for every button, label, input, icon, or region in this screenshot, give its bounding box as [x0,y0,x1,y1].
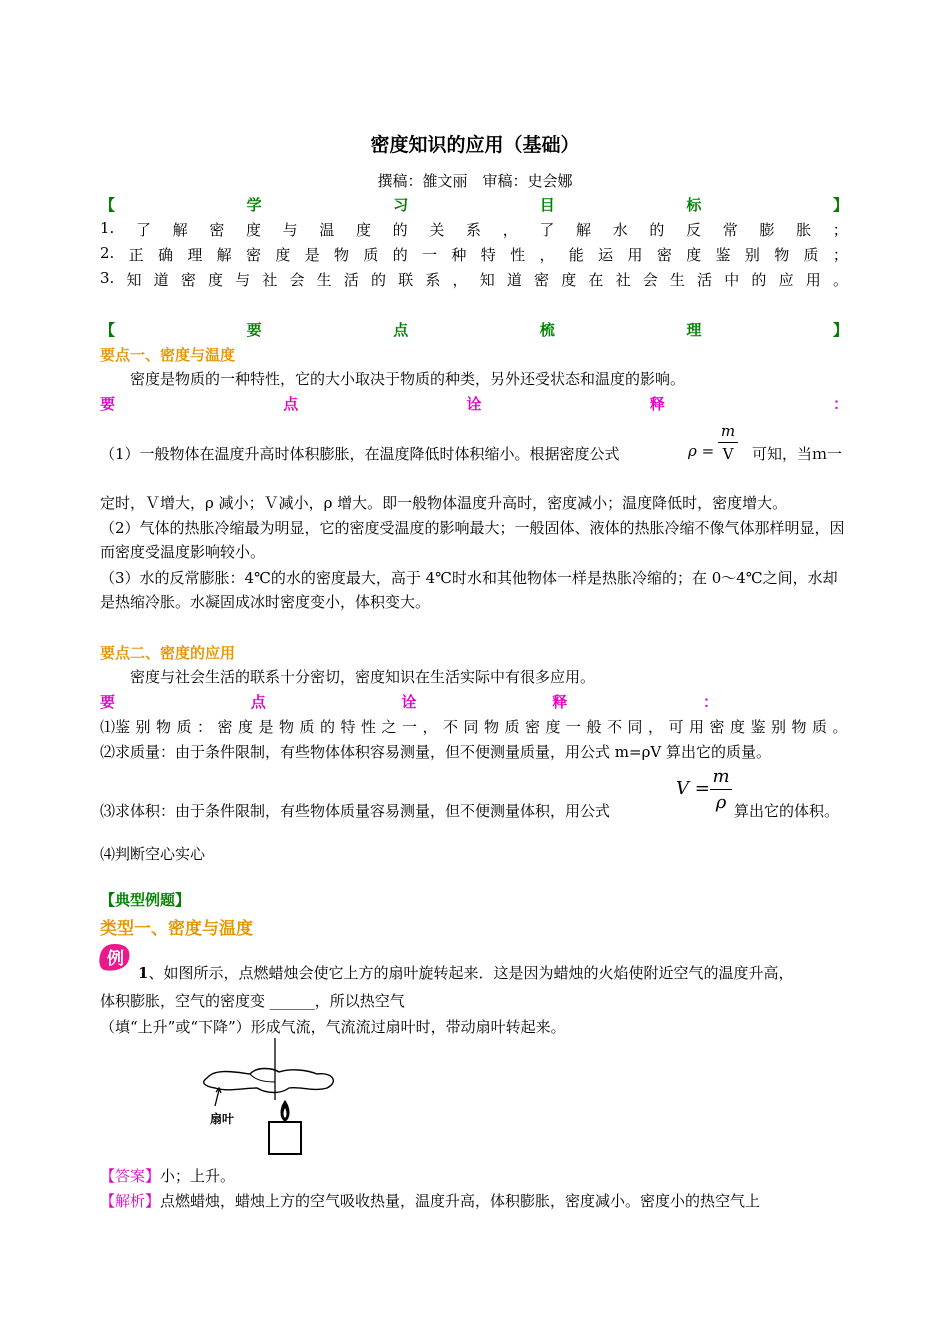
goal-char: 生 [316,271,332,289]
section2-item1-char: 物 [791,718,807,736]
goal-char: 解 [216,246,232,264]
analysis-line [100,1190,760,1211]
goal-char: 活 [697,271,713,289]
formula-den: ρ [715,792,727,813]
section2-explain-char: ： [702,693,718,711]
goal-char: 社 [262,271,278,289]
points-header-char: 【 [100,321,116,339]
section2-heading: 要点二、密度的应用 [100,644,236,662]
goal-char: 的 [392,246,408,264]
goal-char: 社 [615,271,631,289]
section1-p1-b: 可知，当ｍ一 [752,445,843,463]
formula-den: V [722,445,734,463]
section2-item1-char: 物 [156,718,172,736]
section2-item1-char: 一 [566,718,582,736]
goal-char: 度 [356,221,372,239]
section1-heading: 要点一、密度与温度 [100,346,236,364]
goal-char: 的 [751,271,767,289]
goal-char: 质 [363,246,379,264]
section2-item1-char: 般 [586,718,602,736]
goal-char: 的 [649,221,665,239]
points-header-char: 理 [686,321,702,339]
section2-item1-char: 同 [627,718,643,736]
goal-char: 度 [686,246,702,264]
goal-3 [100,269,848,290]
formula-num: m [720,422,736,440]
goal-char: 鉴 [715,246,731,264]
goal-char: 用 [627,246,643,264]
goal-char: 知 [126,271,142,289]
section2-item1-char: 用 [689,718,705,736]
points-header-char: 】 [832,321,848,339]
goal-char: 会 [289,271,305,289]
goal-char: 道 [153,271,169,289]
section2-item1-char: 别 [771,718,787,736]
analysis-tag: 【解析】 [100,1192,161,1210]
section2-item1-char: 质 [812,718,828,736]
section1-explain [100,393,848,414]
goal-char: 中 [724,271,740,289]
goal-char: 性 [510,246,526,264]
question-line-3: （填“上升”或“下降”）形成气流，气流流过扇叶时，带动扇叶转起来。 [100,1018,566,1036]
section2-item1-char: 度 [730,718,746,736]
answer-tag: 【答案】 [100,1167,161,1185]
goal-char: 了 [135,221,151,239]
goal-char: 一 [422,246,438,264]
goal-char: 水 [612,221,628,239]
goals-header-char: 【 [100,196,116,214]
goal-char: 与 [282,221,298,239]
points-header-char: 要 [246,321,262,339]
formula-num: m [712,766,730,787]
section2-item4: ⑷判断空心实心 [100,845,206,863]
section2-item1-char: 密 [217,718,233,736]
goal-char: 道 [506,271,522,289]
section2-item1-char: 一 [402,718,418,736]
section2-item1-char: 度 [238,718,254,736]
example-badge-label: 例 [107,949,124,969]
goal-2 [100,244,848,265]
points-header-char: 点 [393,321,409,339]
section2-explain-char: 要 [100,693,116,711]
goal-char: 度 [561,271,577,289]
section2-explain-char: 点 [250,693,266,711]
formula-lhs: V = [676,778,710,799]
goal-char: 物 [774,246,790,264]
answer-text: 小；上升。 [160,1167,236,1185]
goal-char: ； [832,221,848,239]
question-text: 、如图所示，点燃蜡烛会使它上方的扇叶旋转起来．这是因为蜡烛的火焰使附近空气的温度升高， [148,964,794,982]
goal-1 [100,219,848,240]
goal-char: 2. [100,244,115,262]
section2-item1 [100,716,848,737]
section2-item3-b: 算出它的体积。 [734,802,840,820]
section2-item1-char: ： [197,718,213,736]
section2-item1-char: ⑴鉴 [100,718,131,736]
goal-char: 活 [343,271,359,289]
section2-explain [100,691,718,712]
goal-char: 密 [656,246,672,264]
goal-char: 温 [319,221,335,239]
goal-char: 种 [451,246,467,264]
goal-char: 度 [207,271,223,289]
section2-item1-char: 是 [258,718,274,736]
goal-char: 反 [686,221,702,239]
goal-char: 密 [180,271,196,289]
section2-explain-char: 诠 [401,693,417,711]
section2-item1-char: 性 [361,718,377,736]
goal-char: 在 [588,271,604,289]
section2-item1-char: ， [422,718,438,736]
goal-char: 理 [187,246,203,264]
goal-char: 特 [480,246,496,264]
section1-p2: （2）气体的热胀冷缩最为明显，它的密度受温度的影响最大；一般固体、液体的热胀冷缩不像气体那样明显，因而密度受温度影响较小。 [100,519,845,561]
goals-header-char: 学 [246,196,262,214]
goal-char: 正 [128,246,144,264]
goals-header-char: 标 [686,196,702,214]
goal-char: 用 [805,271,821,289]
goal-char: 知 [479,271,495,289]
goal-char: 的 [392,221,408,239]
section1-explain-char: 释 [649,395,665,413]
goals-header [100,194,848,215]
section2-item1-char: 密 [709,718,725,736]
type1-heading: 类型一、密度与温度 [100,919,253,939]
goal-char: 确 [157,246,173,264]
section2-item1-char: 特 [340,718,356,736]
page-title: 密度知识的应用（基础） [370,134,580,156]
goal-char: 生 [669,271,685,289]
section2-item1-char: 的 [320,718,336,736]
analysis-text: 点燃蜡烛，蜡烛上方的空气吸收热量，温度升高，体积膨胀，密度减小。密度小的热空气上 [160,1192,761,1210]
goal-char: 。 [832,271,848,289]
section2-item1-char: 密 [525,718,541,736]
section1-explain-char: 诠 [466,395,482,413]
goal-char: 密 [209,221,225,239]
goal-char: 密 [246,246,262,264]
section2-item1-char: 不 [443,718,459,736]
goal-char: 1. [100,219,115,237]
goal-char: 度 [275,246,291,264]
goal-char: ， [539,246,555,264]
section2-item1-char: 度 [545,718,561,736]
section2-item1-char: ， [648,718,664,736]
section2-item1-char: 之 [381,718,397,736]
section2-item1-char: 物 [484,718,500,736]
figure-label-fan: 扇叶 [210,1112,235,1126]
section1-explain-char: ： [832,395,848,413]
section2-item1-char: 质 [176,718,192,736]
section2-item1-char: 物 [279,718,295,736]
authors-line: 撰稿：雒文丽 审稿：史会娜 [377,172,573,190]
section2-item1-char: 质 [504,718,520,736]
goal-char: 物 [334,246,350,264]
section2-item1-char: 鉴 [750,718,766,736]
section2-item1-char: 可 [668,718,684,736]
goals-header-char: 习 [393,196,409,214]
goal-char: 3. [100,269,115,287]
examples-heading: 【典型例题】 [100,891,191,909]
section1-p3: （3）水的反常膨胀：4℃的水的密度最大，高于 4℃时水和其他物体一样是热胀冷缩的；在 0～4℃之间，水却是热缩冷胀。水凝固成冰时密度变小，体积变大。 [100,569,838,611]
goal-char: 度 [245,221,261,239]
goal-char: 系 [466,221,482,239]
formula-fraction [718,422,738,463]
fan-candle-figure [195,1038,345,1156]
points-header-char: 梳 [539,321,555,339]
goal-char: 密 [534,271,550,289]
goal-char: 膨 [759,221,775,239]
answer-line [100,1165,235,1186]
goal-char: 联 [398,271,414,289]
goal-char: ； [832,246,848,264]
points-header [100,319,848,340]
goal-char: 会 [642,271,658,289]
section2-item1-char: 不 [607,718,623,736]
goal-char: 解 [172,221,188,239]
goals-header-char: 目 [539,196,555,214]
section1-explain-char: 点 [283,395,299,413]
goal-char: 的 [371,271,387,289]
goal-char: 关 [429,221,445,239]
goal-char: ， [452,271,468,289]
goal-char: 与 [235,271,251,289]
section2-item1-char: 同 [463,718,479,736]
section2-item1-char: 质 [299,718,315,736]
formula-lhs: ρ = [688,442,715,460]
goal-char: 是 [304,246,320,264]
goal-char: 运 [598,246,614,264]
goals-header-char: 】 [832,196,848,214]
goal-char: ， [502,221,518,239]
section1-p1-c: 定时，Ｖ增大，ρ 减小；Ｖ减小，ρ 增大。即一般物体温度升高时，密度减小；温度降低时，密度增大。 [100,494,788,512]
section2-item1-char: 。 [832,718,848,736]
section1-explain-char: 要 [100,395,116,413]
goal-char: 质 [803,246,819,264]
goal-char: 常 [722,221,738,239]
formula-fraction [710,766,732,813]
question-line-1 [138,962,793,983]
section2-explain-char: 释 [552,693,568,711]
question-line-2: 体积膨胀，空气的密度变 ______，所以热空气 [100,992,405,1010]
goal-char: 胀 [796,221,812,239]
section2-item2: ⑵求质量：由于条件限制，有些物体体积容易测量，但不便测量质量，用公式 m=ρV 算出它的质量。 [100,743,771,761]
section2-intro: 密度与社会生活的联系十分密切，密度知识在生活实际中有很多应用。 [130,668,596,686]
section2-item1-char: 别 [135,718,151,736]
goal-char: 了 [539,221,555,239]
goal-char: 别 [744,246,760,264]
question-number: 1 [138,964,149,982]
section1-p1-a: （1）一般物体在温度升高时体积膨胀，在温度降低时体积缩小。根据密度公式 [100,445,620,463]
goal-char: 系 [425,271,441,289]
goal-char: 应 [778,271,794,289]
goal-char: 能 [568,246,584,264]
goal-char: 解 [576,221,592,239]
section1-intro: 密度是物质的一种特性，它的大小取决于物质的种类，另外还受状态和温度的影响。 [130,370,686,388]
section2-item3-a: ⑶求体积：由于条件限制，有些物体质量容易测量，但不便测量体积，用公式 [100,802,611,820]
